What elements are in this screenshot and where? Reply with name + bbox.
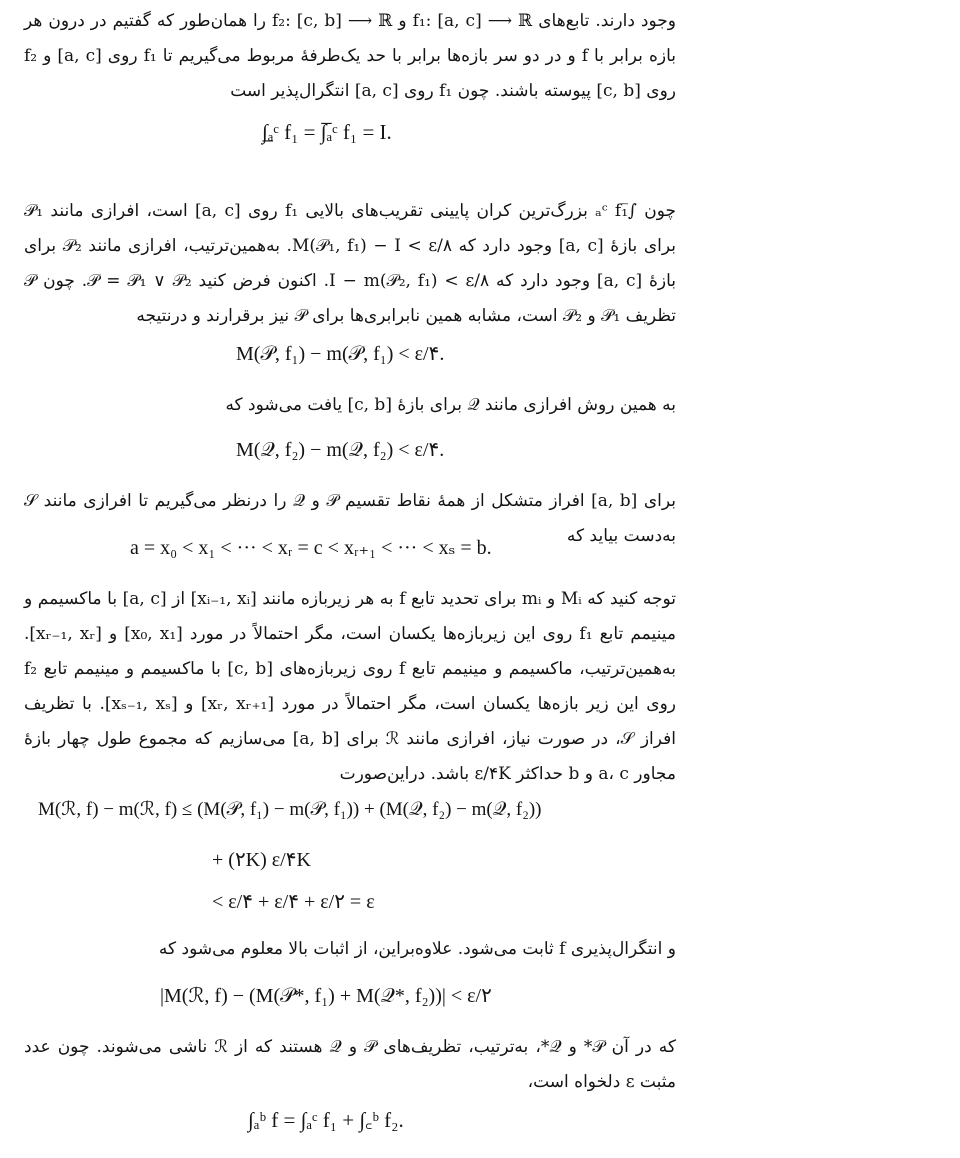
equation-2: M(𝒫, f₁) − m(𝒫, f₁) < ε/۴.: [236, 343, 445, 365]
equation-1: ∫̲ₐᶜ f₁ = ∫̅ₐᶜ f₁ = I.: [262, 120, 392, 144]
paragraph-1: وجود دارند. تابع‌های f₁: [a, c] ⟶ ℝ و f₂: [c, b] ⟶ ℝ را همان‌طور که گفتیم در درون هر بازه برابر با f و در دو سر بازه‌ها برابر با حد یک‌طرفهٔ مربوط می‌گیریم تا f₁ روی [a, c] و f₂ روی [c, b] پیوسته باشند. چون f₁ روی [a, c] انتگرال‌پذیر است: [24, 11, 676, 101]
paragraph-3: به همین روش افرازی مانند 𝒬 برای بازهٔ [c, b] یافت می‌شود که: [225, 395, 676, 415]
equation-7: ∫ₐᵇ f = ∫ₐᶜ f₁ + ∫꜀ᵇ f₂.: [248, 1108, 404, 1132]
equation-3: M(𝒬, f₂) − m(𝒬, f₂) < ε/۴.: [236, 439, 445, 461]
paragraph-6: و انتگرال‌پذیری f ثابت می‌شود. علاوه‌براین، از اثبات بالا معلوم می‌شود که: [158, 939, 676, 959]
paragraph-2: چون ∫̅ₐᶜ f₁ بزرگ‌ترین کران پایینی تقریب‌های بالایی f₁ روی [a, c] است، افرازی مانند 𝒫₁ برای بازهٔ [a, c] وجود دارد که M(𝒫₁, f₁) − I < ε/۸. به‌همین‌ترتیب، افرازی مانند 𝒫₂ برای بازهٔ [a, c] وجود دارد که I − m(𝒫₂, f₁) < ε/۸. اکنون فرض کنید 𝒫 = 𝒫₁ ∨ 𝒫₂. چون 𝒫 تظریف 𝒫₁ و 𝒫₂ است، مشابه همین نابرابری‌ها برای 𝒫 نیز برقرارند و درنتیجه: [24, 201, 677, 326]
equation-6: |M(ℛ, f) − (M(𝒫*, f₁) + M(𝒬*, f₂))| < ε/۲: [160, 985, 492, 1007]
equation-5-line-2: + (۲K) ε/۴K: [212, 849, 311, 871]
paragraph-4: برای [a, b] افراز متشکل از همهٔ نقاط تقسیم 𝒫 و 𝒬 را درنظر می‌گیریم تا افرازی مانند 𝒮 به‌دست بیاید که: [24, 491, 676, 546]
equation-5-line-3: < ε/۴ + ε/۴ + ε/۲ = ε: [212, 891, 375, 913]
equation-5-line-1: M(ℛ, f) − m(ℛ, f) ≤ (M(𝒫, f₁) − m(𝒫, f₁)) + (M(𝒬, f₂) − m(𝒬, f₂)): [38, 799, 542, 820]
equation-4: a = x₀ < x₁ < ··· < xᵣ = c < xᵣ₊₁ < ··· < xₛ = b.: [130, 537, 492, 559]
paragraph-7: که در آن 𝒫* و 𝒬*، به‌ترتیب، تظریف‌های 𝒫 و 𝒬 هستند که از ℛ ناشی می‌شوند. چون عدد مثبت ε دلخواه است،: [24, 1037, 676, 1092]
paragraph-5: توجه کنید که Mᵢ و mᵢ برای تحدید تابع f به هر زیربازه مانند [xᵢ₋₁, xᵢ] از [a, c] با ماکسیمم و مینیمم تابع f₁ روی این زیربازه‌ها یکسان است، مگر احتمالاً در مورد [x₀, x₁] و [xᵣ₋₁, xᵣ]. به‌همین‌ترتیب، ماکسیمم و مینیمم تابع f روی زیربازه‌های [c, b] با ماکسیمم و مینیمم تابع f₂ روی این زیر بازه‌ها یکسان است، مگر احتمالاً در مورد [xᵣ, xᵣ₊₁] و [xₛ₋₁, xₛ]. با تظریف افراز 𝒮، در صورت نیاز، افرازی مانند ℛ برای [a, b] می‌سازیم که مجموع طول چهار بازهٔ مجاور a، c و b حداکثر ε/۴K باشد. دراین‌صورت: [24, 589, 676, 784]
